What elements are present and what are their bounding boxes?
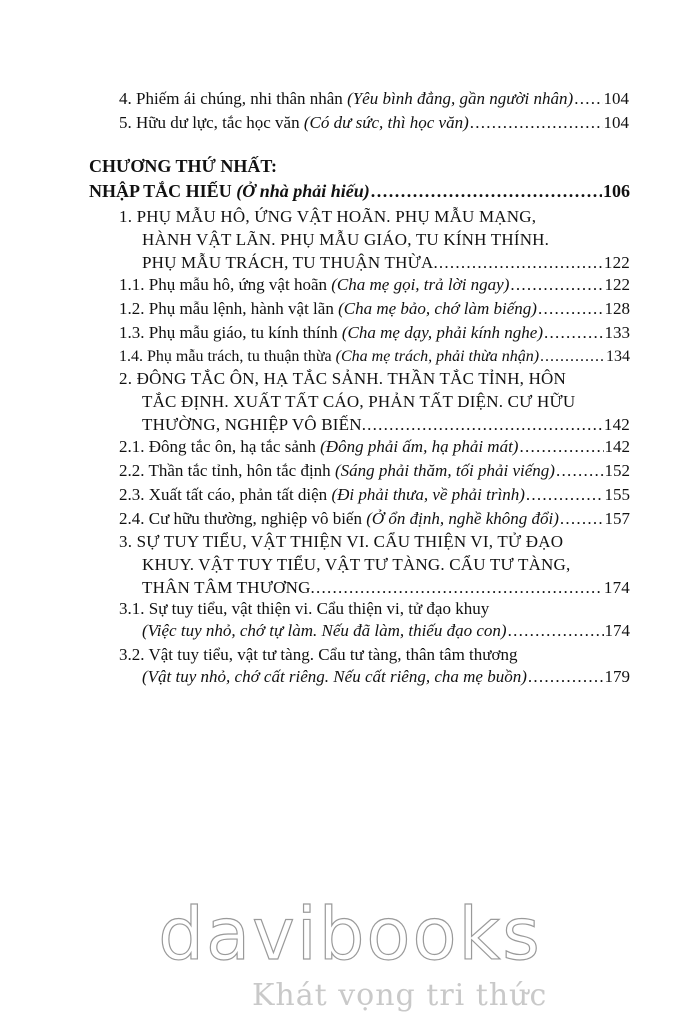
leader-dots xyxy=(538,298,604,320)
toc-entry-title: 5. Hữu dư lực, tắc học văn (Có dư sức, thì học văn) xyxy=(119,113,469,132)
page-number: 128 xyxy=(604,299,630,318)
watermark-tagline: Khát vọng tri thức xyxy=(252,978,548,1013)
toc-subentry: 2.1. Đông tắc ôn, hạ tắc sảnh (Đông phải ấm, hạ phải mát) . . . 142 xyxy=(119,436,630,458)
page-number: 155 xyxy=(604,485,630,504)
leader-dots xyxy=(560,508,604,530)
leader-dots xyxy=(316,576,603,599)
section-1-last-line: PHỤ MẪU TRÁCH, TU THUẬN THỪA. . . . 122 xyxy=(119,251,630,274)
toc-subentry: 3.2. Vật tuy tiểu, vật tư tàng. Cẩu tư tàng, thân tâm thương (Vật tuy nhỏ, chớ cất riêng. Nếu cất riêng, cha mẹ buồn) . . . 179 xyxy=(119,644,630,688)
section-1-line: HÀNH VẬT LÃN. PHỤ MẪU GIÁO, TU KÍNH THÍNH. xyxy=(142,230,550,249)
chapter-title: NHẬP TẮC HIẾU (Ở nhà phải hiếu) xyxy=(89,181,370,201)
page-number: 104 xyxy=(603,89,629,108)
page-number: 174 xyxy=(604,621,630,640)
section-3-line: 3. SỰ TUY TIỂU, VẬT THIỆN VI. CẨU THIỆN VI, TỬ ĐẠO xyxy=(119,532,564,551)
section-2-line: TẮC ĐỊNH. XUẤT TẤT CÁO, PHẢN TẤT DIỆN. CƯ HỮU xyxy=(142,392,576,411)
section-2 xyxy=(119,367,630,436)
chapter-heading: CHƯƠNG THỨ NHẤT: xyxy=(89,156,277,176)
toc-entry xyxy=(119,112,629,134)
toc-entry-title: 4. Phiếm ái chúng, nhi thân nhân (Yêu bình đẳng, gần người nhân) xyxy=(119,89,574,108)
leader-dots xyxy=(574,88,602,110)
page-number: 122 xyxy=(604,275,630,294)
toc-subentry: 2.4. Cư hữu thường, nghiệp vô biến (Ở ổn định, nghề không đổi) . . . 157 xyxy=(119,508,630,530)
page-number: 142 xyxy=(603,415,630,434)
leader-dots xyxy=(439,251,603,274)
section-3 xyxy=(119,530,630,599)
leader-dots xyxy=(371,180,602,202)
page-number: 174 xyxy=(603,578,630,597)
toc-subentry: 1.2. Phụ mẫu lệnh, hành vật lãn (Cha mẹ bảo, chớ làm biếng) . . . 128 xyxy=(119,298,630,320)
leader-dots xyxy=(367,413,603,436)
watermark-logo: davibooks xyxy=(158,892,542,976)
page-number: 142 xyxy=(604,437,630,456)
toc-subentry: 1.4. Phụ mẫu trách, tu thuận thừa (Cha mẹ trách, phải thừa nhận) . . . 134 xyxy=(119,346,630,368)
leader-dots xyxy=(508,620,604,642)
leader-dots xyxy=(519,436,603,458)
page-number: 122 xyxy=(603,253,630,272)
section-2-last-line: THƯỜNG, NGHIỆP VÔ BIẾN. . . . 142 xyxy=(119,413,630,436)
section-2-line: 2. ĐÔNG TẮC ÔN, HẠ TẮC SẢNH. THẦN TẮC TỈNH, HÔN xyxy=(119,369,567,388)
leader-dots xyxy=(510,274,603,296)
toc-subentry: 2.3. Xuất tất cáo, phản tất diện (Đi phải thưa, về phải trình) . . . 155 xyxy=(119,484,630,506)
page-number: 133 xyxy=(604,323,630,342)
leader-dots xyxy=(470,112,603,134)
page-number: 104 xyxy=(603,113,629,132)
toc-subentry: 3.1. Sự tuy tiểu, vật thiện vi. Cẩu thiện vi, tử đạo khuy (Việc tuy nhỏ, chớ tự làm. Nếu đã làm, thiếu đạo con) . . . 174 xyxy=(119,598,630,642)
page-number: 179 xyxy=(604,667,630,686)
toc-subentry: 1.3. Phụ mẫu giáo, tu kính thính (Cha mẹ dạy, phải kính nghe) . . . 133 xyxy=(119,322,630,344)
toc-subentry: 1.1. Phụ mẫu hô, ứng vật hoãn (Cha mẹ gọi, trả lời ngay) . . . 122 xyxy=(119,274,630,296)
toc-entry xyxy=(119,88,629,110)
chapter-title-row xyxy=(89,180,630,202)
leader-dots xyxy=(526,484,604,506)
page-number: 157 xyxy=(604,509,630,528)
leader-dots xyxy=(540,346,605,368)
section-3-line: KHUY. VẬT TUY TIỂU, VẬT TƯ TÀNG. CẨU TƯ TÀNG, xyxy=(142,555,571,574)
page-number: 106 xyxy=(603,181,630,201)
page-number: 134 xyxy=(606,348,630,365)
toc-subentry: 2.2. Thần tắc tỉnh, hôn tắc định (Sáng phải thăm, tối phải viếng) . . . 152 xyxy=(119,460,630,482)
leader-dots xyxy=(556,460,604,482)
section-1 xyxy=(119,205,630,274)
section-1-line: 1. PHỤ MẪU HÔ, ỨNG VẬT HOÃN. PHỤ MẪU MẠNG, xyxy=(119,207,537,226)
leader-dots xyxy=(544,322,603,344)
leader-dots xyxy=(528,666,604,688)
page-number: 152 xyxy=(604,461,630,480)
section-3-last-line: THÂN TÂM THƯƠNG. . . . 174 xyxy=(119,576,630,599)
